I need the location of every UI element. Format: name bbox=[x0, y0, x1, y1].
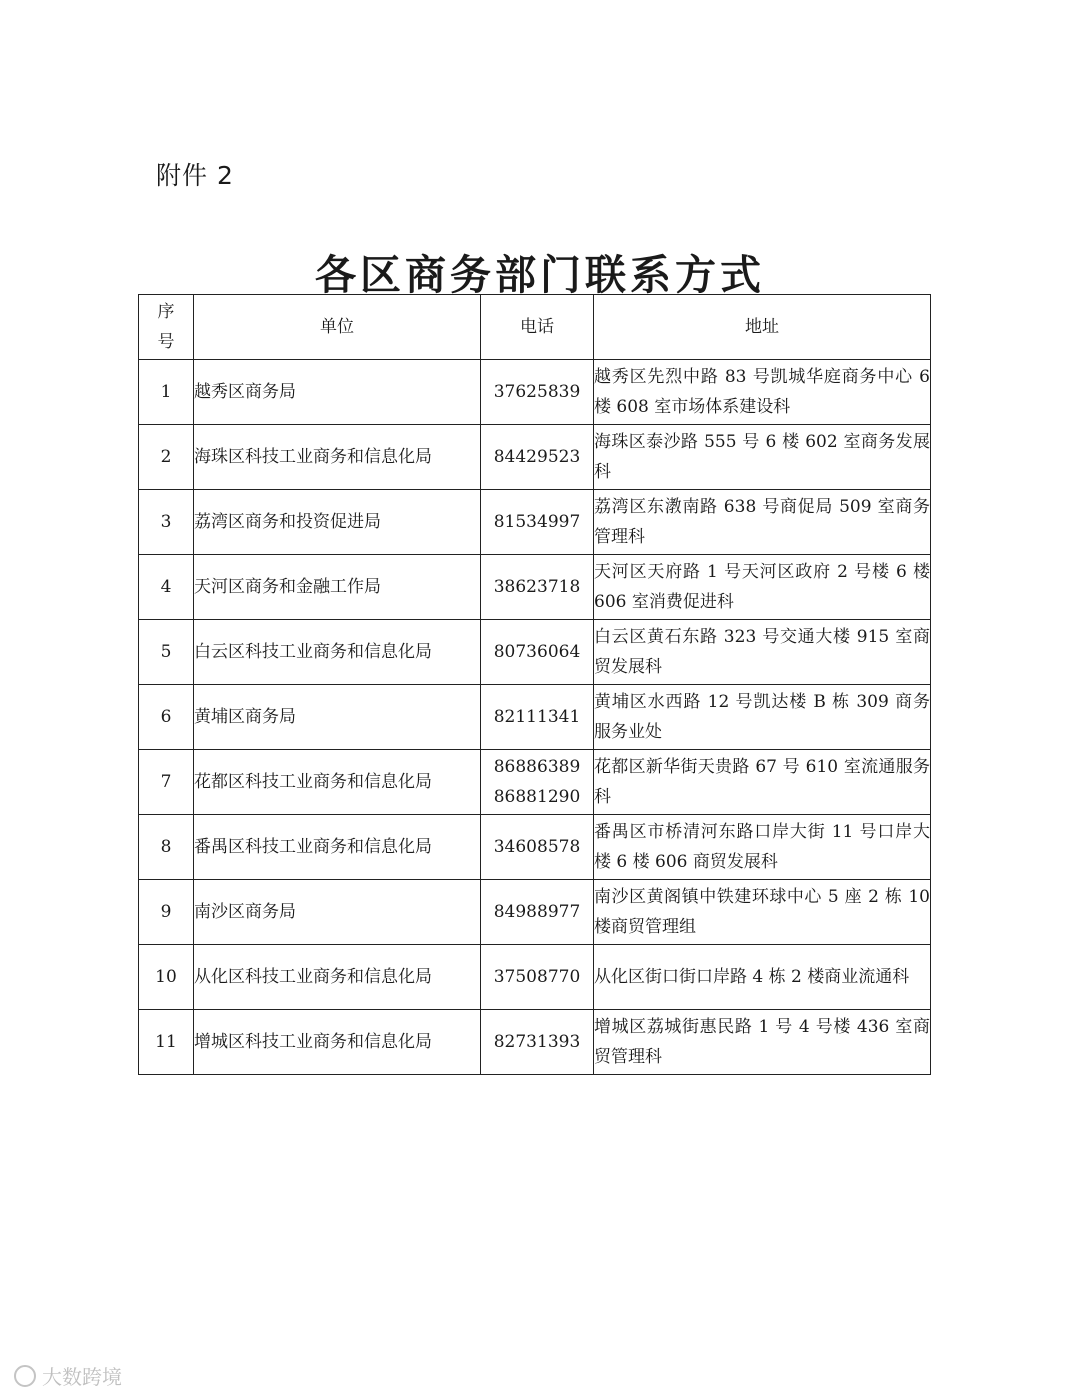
phone-number: 37508770 bbox=[493, 967, 581, 987]
table-row bbox=[139, 750, 931, 815]
table-row bbox=[139, 685, 931, 750]
attachment-label: 附件 2 bbox=[156, 161, 234, 190]
cell-seq: 3 bbox=[139, 490, 194, 555]
cell-unit: 黄埔区商务局 bbox=[194, 685, 481, 750]
cell-seq: 1 bbox=[139, 360, 194, 425]
phone-number: 80736064 bbox=[493, 642, 581, 662]
cell-phone bbox=[481, 360, 594, 425]
table-row bbox=[139, 360, 931, 425]
cell-seq: 10 bbox=[139, 945, 194, 1010]
table-body bbox=[139, 360, 931, 1075]
table-row bbox=[139, 620, 931, 685]
cell-address: 白云区黄石东路 323 号交通大楼 915 室商贸发展科 bbox=[594, 620, 931, 685]
cell-phone bbox=[481, 555, 594, 620]
cell-address: 增城区荔城街惠民路 1 号 4 号楼 436 室商贸管理科 bbox=[594, 1010, 931, 1075]
phone-number: 82111341 bbox=[493, 707, 581, 727]
table-header-row bbox=[139, 295, 931, 360]
cell-seq: 7 bbox=[139, 750, 194, 815]
watermark-logo-icon bbox=[14, 1365, 36, 1387]
cell-unit: 花都区科技工业商务和信息化局 bbox=[194, 750, 481, 815]
table-row bbox=[139, 1010, 931, 1075]
cell-address: 花都区新华街天贵路 67 号 610 室流通服务科 bbox=[594, 750, 931, 815]
cell-address: 海珠区泰沙路 555 号 6 楼 602 室商务发展科 bbox=[594, 425, 931, 490]
cell-unit: 天河区商务和金融工作局 bbox=[194, 555, 481, 620]
phone-number: 86881290 bbox=[493, 787, 581, 807]
phone-number: 84988977 bbox=[493, 902, 581, 922]
cell-address: 南沙区黄阁镇中铁建环球中心 5 座 2 栋 10 楼商贸管理组 bbox=[594, 880, 931, 945]
watermark bbox=[14, 1361, 122, 1390]
watermark-text: 大数跨境 bbox=[42, 1365, 122, 1389]
table-row bbox=[139, 880, 931, 945]
phone-number: 34608578 bbox=[493, 837, 581, 857]
table-row bbox=[139, 555, 931, 620]
cell-address: 越秀区先烈中路 83 号凯城华庭商务中心 6 楼 608 室市场体系建设科 bbox=[594, 360, 931, 425]
cell-seq: 11 bbox=[139, 1010, 194, 1075]
cell-seq: 5 bbox=[139, 620, 194, 685]
cell-unit: 越秀区商务局 bbox=[194, 360, 481, 425]
cell-phone bbox=[481, 490, 594, 555]
cell-address: 天河区天府路 1 号天河区政府 2 号楼 6 楼 606 室消费促进科 bbox=[594, 555, 931, 620]
cell-address: 从化区街口街口岸路 4 栋 2 楼商业流通科 bbox=[594, 945, 931, 1010]
phone-number: 86886389 bbox=[493, 757, 581, 777]
cell-unit: 从化区科技工业商务和信息化局 bbox=[194, 945, 481, 1010]
phone-number: 84429523 bbox=[493, 447, 581, 467]
cell-unit: 海珠区科技工业商务和信息化局 bbox=[194, 425, 481, 490]
document-title: 各区商务部门联系方式 bbox=[315, 251, 765, 299]
cell-phone bbox=[481, 425, 594, 490]
table-row bbox=[139, 815, 931, 880]
cell-phone bbox=[481, 945, 594, 1010]
cell-phone bbox=[481, 880, 594, 945]
cell-address: 荔湾区东漖南路 638 号商促局 509 室商务管理科 bbox=[594, 490, 931, 555]
cell-address: 番禺区市桥清河东路口岸大街 11 号口岸大楼 6 楼 606 商贸发展科 bbox=[594, 815, 931, 880]
cell-phone bbox=[481, 750, 594, 815]
phone-number: 82731393 bbox=[493, 1032, 581, 1052]
cell-phone bbox=[481, 620, 594, 685]
cell-phone bbox=[481, 685, 594, 750]
cell-seq: 9 bbox=[139, 880, 194, 945]
table-row bbox=[139, 490, 931, 555]
cell-seq: 4 bbox=[139, 555, 194, 620]
cell-unit: 白云区科技工业商务和信息化局 bbox=[194, 620, 481, 685]
cell-seq: 8 bbox=[139, 815, 194, 880]
phone-number: 37625839 bbox=[493, 382, 581, 402]
header-unit: 单位 bbox=[194, 295, 481, 360]
contacts-table bbox=[138, 294, 931, 1075]
table-row bbox=[139, 425, 931, 490]
phone-number: 81534997 bbox=[493, 512, 581, 532]
cell-seq: 2 bbox=[139, 425, 194, 490]
header-seq: 序号 bbox=[139, 295, 194, 360]
cell-unit: 南沙区商务局 bbox=[194, 880, 481, 945]
table-row bbox=[139, 945, 931, 1010]
phone-number: 38623718 bbox=[493, 577, 581, 597]
cell-unit: 番禺区科技工业商务和信息化局 bbox=[194, 815, 481, 880]
cell-address: 黄埔区水西路 12 号凯达楼 B 栋 309 商务服务业处 bbox=[594, 685, 931, 750]
cell-phone bbox=[481, 815, 594, 880]
cell-phone bbox=[481, 1010, 594, 1075]
cell-unit: 荔湾区商务和投资促进局 bbox=[194, 490, 481, 555]
cell-seq: 6 bbox=[139, 685, 194, 750]
header-phone: 电话 bbox=[481, 295, 594, 360]
cell-unit: 增城区科技工业商务和信息化局 bbox=[194, 1010, 481, 1075]
header-address: 地址 bbox=[594, 295, 931, 360]
